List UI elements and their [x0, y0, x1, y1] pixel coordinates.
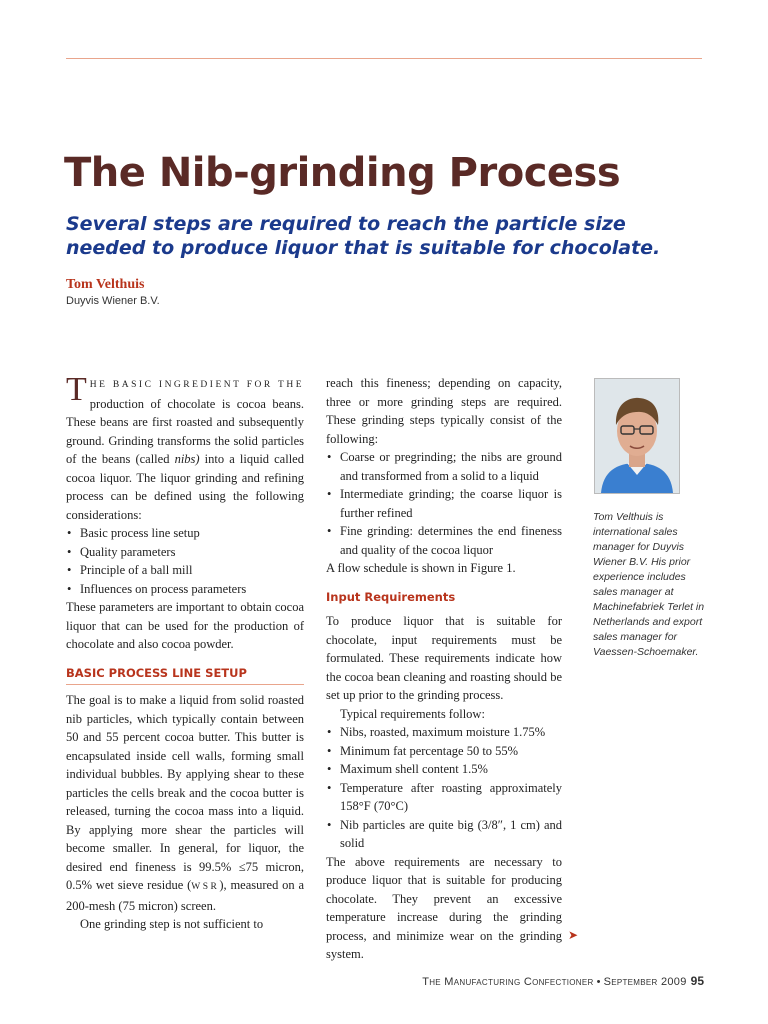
list-item: • Maximum shell content 1.5% [326, 760, 562, 779]
section1-paragraph-2-cont: reach this fineness; depending on capacity, three or more grinding steps are required. These grinding steps typically consist of the following: [326, 376, 562, 446]
wsr-abbrev: WSR [191, 882, 220, 892]
section2-intro: Typical requirements follow: [340, 706, 485, 721]
intro-lead-text: production of chocolate is cocoa beans. These beans are first roasted and subsequently ground. Grinding transforms the solid particles of the beans (called [66, 396, 304, 466]
column-2 [326, 374, 562, 964]
list-item: • Influences on process parameters [66, 580, 304, 599]
grinding-steps-list [326, 448, 562, 559]
list-item: • Basic process line setup [66, 524, 304, 543]
intro-paragraph [66, 371, 304, 524]
author-bio-caption: Tom Velthuis is international sales manager for Duyvis Wiener B.V. His prior experience includes sales manager at Machinefabriek Terlet in Netherlands and export sales manager for Vaessen-Schoemaker. [593, 511, 705, 658]
list-item: • Nib particles are quite big (3/8″, 1 cm) and solid [326, 816, 562, 853]
intro-lead-end: into a liquid called cocoa liquor. The liquor grinding and refining process can be defined using the following considerations: [66, 452, 304, 522]
list-item: • Minimum fat percentage 50 to 55% [326, 742, 562, 761]
intro-lead-smallcaps: HE BASIC INGREDIENT FOR THE [89, 380, 304, 390]
requirements-list [326, 723, 562, 853]
section1-paragraph-2-start: One grinding step is not sufficient to [80, 917, 264, 931]
list-item: • Nibs, roasted, maximum moisture 1.75% [326, 723, 562, 742]
article-title: The Nib-grinding Process [64, 150, 621, 196]
footer-publication: The Manufacturing Confectioner [422, 976, 594, 988]
flow-note: A flow schedule is shown in Figure 1. [326, 561, 516, 575]
intro-nibs-term: nibs) [174, 452, 200, 466]
list-item: • Temperature after roasting approximately 158°F (70°C) [326, 779, 562, 816]
section1-text-end: ), measured on a 200-mesh (75 micron) screen. [66, 878, 305, 913]
list-item: • Intermediate grinding; the coarse liquor is further refined [326, 485, 562, 522]
section1-paragraph [66, 691, 304, 915]
section-heading-input-requirements: Input Requirements [326, 589, 456, 604]
author-portrait-image [595, 379, 679, 493]
page-number: 95 [690, 974, 704, 988]
top-rule [66, 58, 702, 59]
section-heading-basic-process: BASIC PROCESS LINE SETUP [66, 664, 304, 686]
section2-closing: The above requirements are necessary to produce liquor that is suitable for producing chocolate. They prevent an excessive temperature increase during the grinding process, and minimize wear on the grinding system. [326, 854, 562, 961]
author-photo [594, 378, 680, 494]
page-footer [422, 974, 704, 988]
section2-paragraph: To produce liquor that is suitable for chocolate, input requirements must be formulated. These requirements indicate how the cocoa bean cleaning and roasting should be set up prior to the grinding process. [326, 614, 562, 702]
author-affiliation: Duyvis Wiener B.V. [66, 295, 160, 307]
intro-closing: These parameters are important to obtain cocoa liquor that can be used for the production of chocolate and also cocoa powder. [66, 600, 304, 651]
column-1 [66, 371, 305, 934]
footer-separator: • [593, 976, 604, 988]
article-subtitle: Several steps are required to reach the particle size needed to produce liquor that is suitable for chocolate. [66, 213, 661, 259]
considerations-list [66, 524, 304, 598]
section1-text: The goal is to make a liquid from solid roasted nib particles, which typically contain between 50 and 55 percent cocoa butter. This butter is encapsulated inside cell walls, forming small individual bubbles. By applying shear to these particles the cells break and the cocoa butter is released, turning the cocoa mass into a liquid. By applying more shear the particles will become smaller. In general, for liquor, the desired end fineness is 99.5% ≤75 micron, 0.5% wet sieve residue ( [66, 693, 304, 892]
drop-cap: T [66, 371, 87, 408]
list-item: • Quality parameters [66, 543, 304, 562]
list-item: • Fine grinding: determines the end fineness and quality of the cocoa liquor [326, 522, 562, 559]
author-name: Tom Velthuis [66, 277, 145, 292]
arrowhead-right-icon: ➤ [568, 928, 579, 942]
list-item: • Principle of a ball mill [66, 561, 304, 580]
footer-date: September 2009 [603, 976, 687, 988]
list-item: • Coarse or pregrinding; the nibs are ground and transformed from a solid to a liquid [326, 448, 562, 485]
